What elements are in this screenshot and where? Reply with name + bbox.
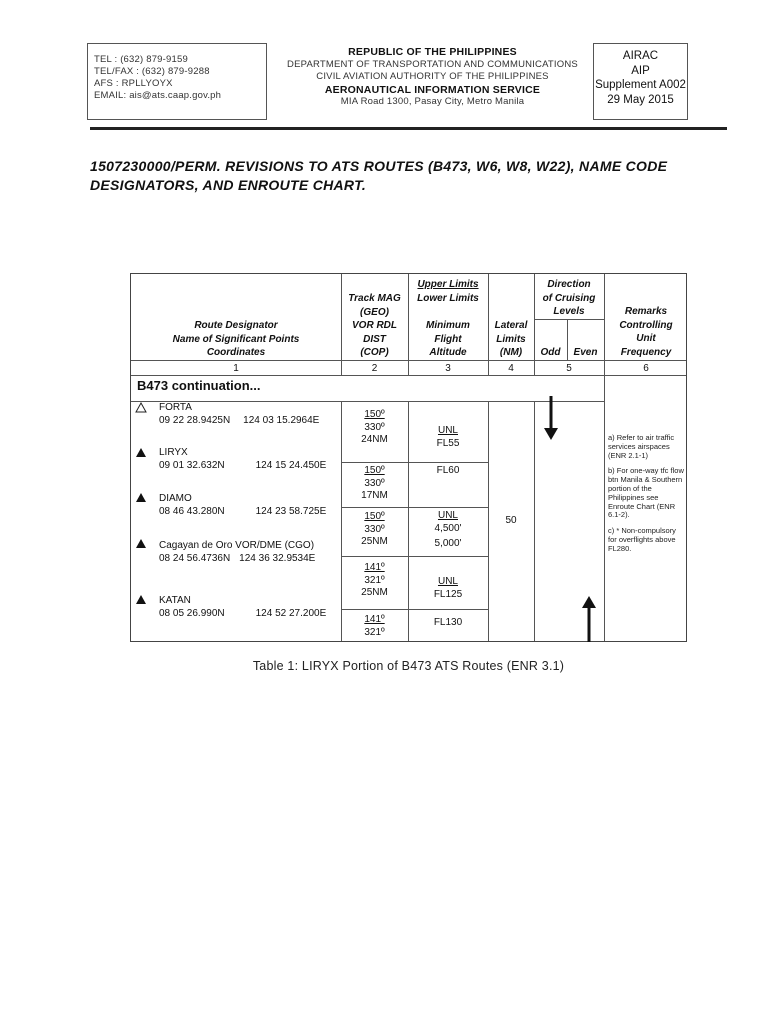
mfa-header-l1: Minimum <box>426 320 470 331</box>
filled-triangle-icon <box>136 539 146 548</box>
lateral-header-l1: Lateral <box>494 320 528 331</box>
distance-value: 25NM <box>361 587 388 598</box>
caa-text: CIVIL AVIATION AUTHORITY OF THE PHILIPPINES <box>316 71 549 82</box>
lateral-header-l2: Limits <box>496 333 526 345</box>
lower-limit-value: FL130 <box>433 617 463 628</box>
authority-header <box>270 46 595 109</box>
remarks-header-l4: Frequency <box>620 346 672 358</box>
afs-text: AFS : RPLLYOYX <box>94 78 173 89</box>
segment-track-5 <box>341 614 408 639</box>
mfa-header-l2: Flight <box>434 333 462 345</box>
point-lon: 124 15 24.450E <box>255 459 327 471</box>
upper-limits-header: Upper Limits <box>417 279 479 290</box>
reverse-track-value: 321º <box>364 626 385 638</box>
point-diamo <box>159 493 326 518</box>
title-line-1: 1507230000/PERM. REVISIONS TO ATS ROUTES (B473, W6, W8, W22), NAME CODE <box>90 158 668 174</box>
telfax-text: TEL/FAX : (632) 879-9288 <box>94 66 210 77</box>
date-label: 29 May 2015 <box>607 93 674 106</box>
point-name: Cagayan de Oro VOR/DME (CGO) <box>159 540 315 551</box>
segment-track-2 <box>341 465 408 503</box>
point-lat: 09 01 32.632N <box>159 459 225 471</box>
point-name: DIAMO <box>159 493 192 504</box>
point-lon: 124 03 15.2964E <box>243 414 320 426</box>
point-katan <box>159 595 326 620</box>
remarks-header <box>604 305 688 359</box>
tel-text: TEL : (632) 879-9159 <box>94 54 188 65</box>
minimum-altitude-value: 5,000' <box>434 538 462 549</box>
segment-limits-1 <box>408 425 488 450</box>
down-arrow-icon <box>541 396 561 442</box>
country-text: REPUBLIC OF THE PHILIPPINES <box>348 46 517 58</box>
lateral-header <box>488 319 534 360</box>
header-bottom-line <box>131 360 686 361</box>
address-text: MIA Road 1300, Pasay City, Metro Manila <box>340 96 525 107</box>
up-arrow-icon <box>579 596 599 642</box>
route-header <box>131 319 341 360</box>
direction-header-l2: of Cruising <box>542 292 596 304</box>
track-value: 141º <box>364 562 385 573</box>
track-value: 141º <box>364 614 385 625</box>
body-divider-4 <box>534 401 535 641</box>
route-table <box>130 273 687 642</box>
point-name: FORTA <box>159 402 192 413</box>
seg-line-2 <box>341 507 488 508</box>
lower-limit-value: FL55 <box>436 437 460 449</box>
track-header-l4: DIST <box>363 333 386 345</box>
lateral-limits-value: 50 <box>505 515 517 526</box>
remarks-header-l3: Unit <box>636 333 656 344</box>
segment-track-1 <box>341 409 408 447</box>
airac-label: AIRAC <box>622 50 659 62</box>
department-text: DEPARTMENT OF TRANSPORTATION AND COMMUNICATIONS <box>287 58 578 70</box>
service-text: AERONAUTICAL INFORMATION SERVICE <box>324 83 541 96</box>
aip-label: AIP <box>631 64 650 77</box>
odd-header: Odd <box>540 347 561 358</box>
point-lat: 08 46 43.280N <box>159 505 225 517</box>
table-caption: Table 1: LIRYX Portion of B473 ATS Routes (ENR 3.1) <box>252 659 565 673</box>
remarks-notes <box>608 434 686 561</box>
filled-triangle-icon <box>136 595 146 604</box>
section-title: B473 continuation... <box>137 378 261 393</box>
remarks-header-l1: Remarks <box>624 306 668 317</box>
title-line-2: DESIGNATORS, AND ENROUTE CHART. <box>90 177 367 193</box>
point-name: KATAN <box>159 595 191 606</box>
lateral-header-l3: (NM) <box>499 347 523 358</box>
track-value: 150º <box>364 511 385 522</box>
segment-limits-2 <box>408 465 488 478</box>
open-triangle-icon <box>136 403 146 412</box>
lower-limit-value: FL125 <box>433 588 463 600</box>
col-num-1: 1 <box>233 363 239 374</box>
reverse-track-value: 330º <box>364 421 385 433</box>
segment-track-4 <box>341 562 408 600</box>
route-header-l3: Coordinates <box>206 347 266 358</box>
col-num-4: 4 <box>508 363 514 374</box>
track-header-l5: (COP) <box>360 347 389 358</box>
header-rule <box>90 127 727 130</box>
remark-a: a) Refer to air traffic services airspaces (ENR 2.1-1) <box>608 433 675 460</box>
direction-underline <box>534 319 604 320</box>
track-value: 150º <box>364 465 385 476</box>
track-header-l1: Track MAG <box>348 293 401 304</box>
seg-line-1 <box>341 462 488 463</box>
airac-box <box>593 43 688 120</box>
upper-limit-value: UNL <box>437 576 458 587</box>
remark-c: c) * Non-compulsory for overflights above FL280. <box>608 526 676 553</box>
upper-limit-value: UNL <box>437 425 458 436</box>
point-forta <box>159 402 319 427</box>
seg-line-3 <box>341 556 488 557</box>
point-lat: 09 22 28.9425N <box>159 414 231 426</box>
track-value: 150º <box>364 409 385 420</box>
col-num-5: 5 <box>566 363 572 374</box>
point-cgo <box>159 540 315 565</box>
supplement-label: Supplement A002 <box>595 79 686 91</box>
seg-line-4 <box>341 609 488 610</box>
direction-header <box>534 278 604 319</box>
direction-header-l3: Levels <box>553 306 585 317</box>
contact-box <box>87 43 267 120</box>
point-lon: 124 23 58.725E <box>255 505 327 517</box>
track-header-l3: VOR RDL <box>352 320 397 331</box>
upper-limit-value: UNL <box>437 510 458 521</box>
distance-value: 24NM <box>361 434 388 445</box>
point-lat: 08 24 56.4736N <box>159 552 231 564</box>
track-header <box>341 292 408 360</box>
email-text: EMAIL: ais@ats.caap.gov.ph <box>94 90 222 101</box>
reverse-track-value: 321º <box>364 574 385 586</box>
segment-limits-5 <box>408 617 488 630</box>
col-num-2: 2 <box>371 363 378 374</box>
even-header: Even <box>573 347 598 358</box>
direction-header-l1: Direction <box>547 279 591 290</box>
col-num-3: 3 <box>445 363 451 374</box>
point-lon: 124 36 32.9534E <box>239 552 316 564</box>
remark-b: b) For one-way tfc flow btn Manila & Southern portion of the Philippines see Enroute Chart (ENR 6.1-2). <box>608 466 684 520</box>
lower-limit-value: 4,500' <box>434 522 462 534</box>
colnum-bottom-line <box>131 375 686 376</box>
col-num-6: 6 <box>643 363 649 374</box>
remarks-header-l2: Controlling <box>619 319 673 331</box>
point-symbols <box>135 401 149 611</box>
lower-limits-header: Lower Limits <box>417 292 479 304</box>
reverse-track-value: 330º <box>364 523 385 535</box>
segment-limits-3 <box>408 510 488 551</box>
limits-header <box>408 278 488 305</box>
point-lon: 124 52 27.200E <box>255 607 327 619</box>
mfa-header-l3: Altitude <box>429 347 467 358</box>
mfa-header <box>408 319 488 360</box>
page-title <box>90 157 730 195</box>
route-header-l2: Name of Significant Points <box>172 333 300 345</box>
distance-value: 17NM <box>361 490 388 501</box>
segment-limits-4 <box>408 576 488 601</box>
distance-value: 25NM <box>361 536 388 547</box>
reverse-track-value: 330º <box>364 477 385 489</box>
filled-triangle-icon <box>136 448 146 457</box>
filled-triangle-icon <box>136 493 146 502</box>
lower-limit-value: FL60 <box>436 465 460 476</box>
point-lat: 08 05 26.990N <box>159 607 225 619</box>
segment-track-3 <box>341 511 408 549</box>
route-header-l1: Route Designator <box>194 320 278 331</box>
point-name: LIRYX <box>159 447 188 458</box>
point-liryx <box>159 447 326 472</box>
track-header-l2: (GEO) <box>360 306 389 318</box>
